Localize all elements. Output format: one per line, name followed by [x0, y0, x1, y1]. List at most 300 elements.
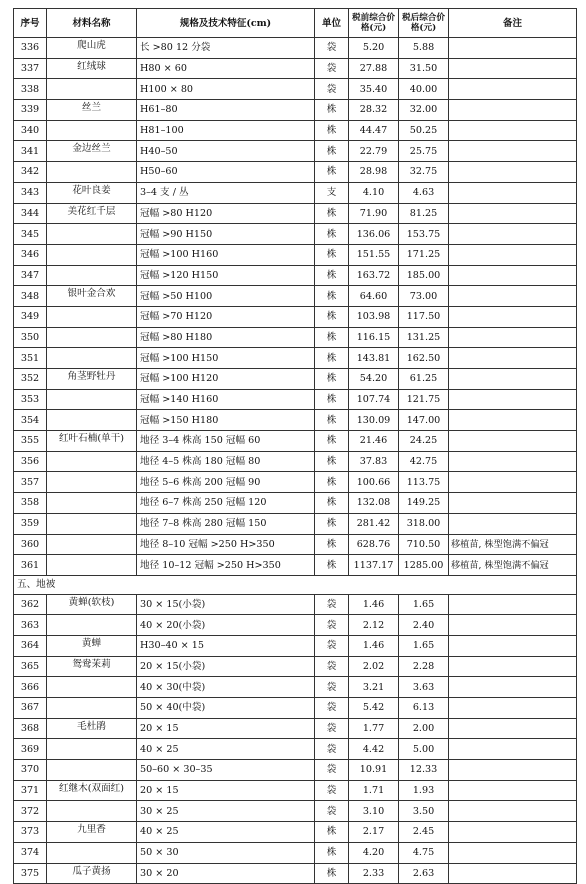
row-number-cell: 338: [14, 79, 47, 100]
post-tax-price-cell: 153.75: [399, 224, 449, 245]
post-tax-price-cell: 3.50: [399, 801, 449, 822]
table-row: [14, 739, 577, 760]
row-number-cell: 374: [14, 842, 47, 863]
table-row: [14, 38, 577, 59]
material-name-cell: 黄蝉: [47, 635, 137, 656]
unit-cell: 株: [315, 348, 349, 369]
row-number-cell: 337: [14, 58, 47, 79]
note-cell: [449, 348, 577, 369]
material-name-cell: [47, 842, 137, 863]
unit-cell: 袋: [315, 698, 349, 719]
material-name-cell: [47, 79, 137, 100]
header-note: 备注: [449, 9, 577, 38]
spec-text-cell: 40 × 20(小袋): [137, 615, 315, 636]
material-name-cell: [47, 348, 137, 369]
note-cell: 移植苗, 株型饱满不偏冠: [449, 534, 577, 555]
material-name-cell: [47, 534, 137, 555]
row-number-cell: 354: [14, 410, 47, 431]
row-number-cell: 344: [14, 203, 47, 224]
table-row: [14, 780, 577, 801]
note-cell: [449, 594, 577, 615]
note-cell: [449, 822, 577, 843]
post-tax-price-cell: 6.13: [399, 698, 449, 719]
table-row: [14, 162, 577, 183]
post-tax-price-cell: 32.75: [399, 162, 449, 183]
unit-cell: 株: [315, 265, 349, 286]
material-name-cell: [47, 677, 137, 698]
unit-cell: 袋: [315, 635, 349, 656]
spec-text-cell: 30 × 15(小袋): [137, 594, 315, 615]
pre-tax-price-cell: 21.46: [349, 431, 399, 452]
row-number-cell: 353: [14, 389, 47, 410]
spec-text-cell: 地径 6–7 株高 250 冠幅 120: [137, 493, 315, 514]
row-number-cell: 352: [14, 369, 47, 390]
table-row: [14, 224, 577, 245]
material-name-cell: [47, 162, 137, 183]
header-row: [14, 9, 577, 38]
table-row: [14, 760, 577, 781]
material-name-cell: [47, 801, 137, 822]
table-row: [14, 513, 577, 534]
pre-tax-price-cell: 3.10: [349, 801, 399, 822]
pre-tax-price-cell: 4.20: [349, 842, 399, 863]
pre-tax-price-cell: 628.76: [349, 534, 399, 555]
note-cell: [449, 162, 577, 183]
row-number-cell: 355: [14, 431, 47, 452]
pre-tax-price-cell: 281.42: [349, 513, 399, 534]
table-row: [14, 265, 577, 286]
row-number-cell: 347: [14, 265, 47, 286]
pre-tax-price-cell: 4.42: [349, 739, 399, 760]
spec-text-cell: 冠幅 >150 H180: [137, 410, 315, 431]
material-name-cell: [47, 265, 137, 286]
material-name-cell: 瓜子黄扬: [47, 863, 137, 884]
table-row: [14, 656, 577, 677]
pre-tax-price-cell: 2.12: [349, 615, 399, 636]
spec-text-cell: 冠幅 >80 H120: [137, 203, 315, 224]
table-row: [14, 182, 577, 203]
unit-cell: 袋: [315, 79, 349, 100]
table-row: [14, 141, 577, 162]
row-number-cell: 375: [14, 863, 47, 884]
note-cell: [449, 410, 577, 431]
material-name-cell: 金边丝兰: [47, 141, 137, 162]
table-row: [14, 451, 577, 472]
spec-text-cell: 冠幅 >120 H150: [137, 265, 315, 286]
table-row: [14, 615, 577, 636]
post-tax-price-cell: 31.50: [399, 58, 449, 79]
post-tax-price-cell: 162.50: [399, 348, 449, 369]
material-name-cell: [47, 698, 137, 719]
material-name-cell: [47, 451, 137, 472]
material-name-cell: [47, 513, 137, 534]
note-cell: [449, 265, 577, 286]
note-cell: [449, 120, 577, 141]
spec-text-cell: H81–100: [137, 120, 315, 141]
row-number-cell: 368: [14, 718, 47, 739]
material-name-cell: [47, 739, 137, 760]
material-name-cell: [47, 410, 137, 431]
pre-tax-price-cell: 28.32: [349, 100, 399, 121]
row-number-cell: 369: [14, 739, 47, 760]
unit-cell: 株: [315, 555, 349, 576]
material-name-cell: 丝兰: [47, 100, 137, 121]
pre-tax-price-cell: 103.98: [349, 306, 399, 327]
unit-cell: 袋: [315, 615, 349, 636]
note-cell: [449, 389, 577, 410]
note-cell: [449, 327, 577, 348]
table-row: [14, 100, 577, 121]
note-cell: [449, 38, 577, 59]
table-row: [14, 801, 577, 822]
material-name-cell: 九里香: [47, 822, 137, 843]
row-number-cell: 365: [14, 656, 47, 677]
material-name-cell: 角茎野牡丹: [47, 369, 137, 390]
pre-tax-price-cell: 132.08: [349, 493, 399, 514]
post-tax-price-cell: 24.25: [399, 431, 449, 452]
post-tax-price-cell: 3.63: [399, 677, 449, 698]
unit-cell: 株: [315, 472, 349, 493]
note-cell: [449, 203, 577, 224]
table-row: [14, 431, 577, 452]
material-name-cell: [47, 327, 137, 348]
post-tax-price-cell: 81.25: [399, 203, 449, 224]
spec-text-cell: 地径 7–8 株高 280 冠幅 150: [137, 513, 315, 534]
note-cell: [449, 224, 577, 245]
unit-cell: 袋: [315, 780, 349, 801]
section-title: 五、地被: [14, 575, 577, 594]
material-name-cell: 花叶良姜: [47, 182, 137, 203]
note-cell: [449, 615, 577, 636]
spec-text-cell: 冠幅 >140 H160: [137, 389, 315, 410]
table-row: [14, 534, 577, 555]
spec-text-cell: 40 × 25: [137, 822, 315, 843]
post-tax-price-cell: 25.75: [399, 141, 449, 162]
material-name-cell: [47, 306, 137, 327]
table-row: [14, 369, 577, 390]
post-tax-price-cell: 1.65: [399, 594, 449, 615]
unit-cell: 袋: [315, 718, 349, 739]
header-no: 序号: [14, 9, 47, 38]
note-cell: [449, 513, 577, 534]
spec-text-cell: H30–40 × 15: [137, 635, 315, 656]
table-body: [14, 38, 577, 884]
pre-tax-price-cell: 35.40: [349, 79, 399, 100]
table-row: [14, 244, 577, 265]
unit-cell: 株: [315, 410, 349, 431]
unit-cell: 袋: [315, 739, 349, 760]
row-number-cell: 343: [14, 182, 47, 203]
material-name-cell: 鸳鸯茉莉: [47, 656, 137, 677]
row-number-cell: 358: [14, 493, 47, 514]
row-number-cell: 371: [14, 780, 47, 801]
pre-tax-price-cell: 3.21: [349, 677, 399, 698]
note-cell: [449, 842, 577, 863]
material-name-cell: [47, 472, 137, 493]
spec-text-cell: 冠幅 >50 H100: [137, 286, 315, 307]
row-number-cell: 370: [14, 760, 47, 781]
unit-cell: 袋: [315, 760, 349, 781]
pre-tax-price-cell: 163.72: [349, 265, 399, 286]
unit-cell: 株: [315, 327, 349, 348]
table-row: [14, 348, 577, 369]
note-cell: [449, 635, 577, 656]
row-number-cell: 342: [14, 162, 47, 183]
pre-tax-price-cell: 54.20: [349, 369, 399, 390]
post-tax-price-cell: 185.00: [399, 265, 449, 286]
unit-cell: 株: [315, 224, 349, 245]
post-tax-price-cell: 5.88: [399, 38, 449, 59]
unit-cell: 袋: [315, 38, 349, 59]
spec-text-cell: 冠幅 >70 H120: [137, 306, 315, 327]
material-name-cell: [47, 389, 137, 410]
row-number-cell: 356: [14, 451, 47, 472]
pre-tax-price-cell: 71.90: [349, 203, 399, 224]
row-number-cell: 362: [14, 594, 47, 615]
spec-text-cell: H100 × 80: [137, 79, 315, 100]
row-number-cell: 359: [14, 513, 47, 534]
table-row: [14, 677, 577, 698]
spec-text-cell: H80 × 60: [137, 58, 315, 79]
post-tax-price-cell: 149.25: [399, 493, 449, 514]
row-number-cell: 346: [14, 244, 47, 265]
material-name-cell: [47, 615, 137, 636]
post-tax-price-cell: 1285.00: [399, 555, 449, 576]
pre-tax-price-cell: 5.42: [349, 698, 399, 719]
spec-text-cell: 地径 8–10 冠幅 >250 H>350: [137, 534, 315, 555]
spec-text-cell: H61–80: [137, 100, 315, 121]
pre-tax-price-cell: 130.09: [349, 410, 399, 431]
pre-tax-price-cell: 2.33: [349, 863, 399, 884]
material-name-cell: 红绒球: [47, 58, 137, 79]
note-cell: [449, 431, 577, 452]
spec-text-cell: 30 × 25: [137, 801, 315, 822]
post-tax-price-cell: 121.75: [399, 389, 449, 410]
pre-tax-price-cell: 1.77: [349, 718, 399, 739]
spec-text-cell: 长 >80 12 分袋: [137, 38, 315, 59]
unit-cell: 株: [315, 822, 349, 843]
material-name-cell: 美花红千层: [47, 203, 137, 224]
post-tax-price-cell: 2.63: [399, 863, 449, 884]
unit-cell: 株: [315, 306, 349, 327]
note-cell: [449, 244, 577, 265]
note-cell: [449, 141, 577, 162]
note-cell: [449, 718, 577, 739]
spec-text-cell: 3–4 支 / 丛: [137, 182, 315, 203]
note-cell: [449, 369, 577, 390]
header-name: 材料名称: [47, 9, 137, 38]
note-cell: [449, 739, 577, 760]
pre-tax-price-cell: 1.46: [349, 594, 399, 615]
table-row: [14, 842, 577, 863]
note-cell: [449, 58, 577, 79]
pre-tax-price-cell: 100.66: [349, 472, 399, 493]
post-tax-price-cell: 40.00: [399, 79, 449, 100]
material-name-cell: [47, 555, 137, 576]
table-header: [14, 9, 577, 38]
post-tax-price-cell: 61.25: [399, 369, 449, 390]
spec-text-cell: 冠幅 >100 H160: [137, 244, 315, 265]
row-number-cell: 366: [14, 677, 47, 698]
header-unit: 单位: [315, 9, 349, 38]
post-tax-price-cell: 2.40: [399, 615, 449, 636]
unit-cell: 支: [315, 182, 349, 203]
post-tax-price-cell: 73.00: [399, 286, 449, 307]
note-cell: [449, 472, 577, 493]
material-name-cell: [47, 244, 137, 265]
pre-tax-price-cell: 5.20: [349, 38, 399, 59]
row-number-cell: 361: [14, 555, 47, 576]
table-row: [14, 79, 577, 100]
table-row: [14, 203, 577, 224]
post-tax-price-cell: 2.00: [399, 718, 449, 739]
pre-tax-price-cell: 4.10: [349, 182, 399, 203]
unit-cell: 株: [315, 389, 349, 410]
unit-cell: 株: [315, 141, 349, 162]
material-name-cell: 红继木(双面红): [47, 780, 137, 801]
pre-tax-price-cell: 22.79: [349, 141, 399, 162]
table-row: [14, 327, 577, 348]
post-tax-price-cell: 2.28: [399, 656, 449, 677]
table-row: [14, 472, 577, 493]
spec-text-cell: 20 × 15: [137, 718, 315, 739]
spec-text-cell: 冠幅 >80 H180: [137, 327, 315, 348]
spec-text-cell: 20 × 15(小袋): [137, 656, 315, 677]
table-row: [14, 120, 577, 141]
row-number-cell: 349: [14, 306, 47, 327]
material-name-cell: 爬山虎: [47, 38, 137, 59]
post-tax-price-cell: 171.25: [399, 244, 449, 265]
post-tax-price-cell: 117.50: [399, 306, 449, 327]
pre-tax-price-cell: 151.55: [349, 244, 399, 265]
row-number-cell: 336: [14, 38, 47, 59]
unit-cell: 株: [315, 493, 349, 514]
unit-cell: 株: [315, 513, 349, 534]
unit-cell: 株: [315, 863, 349, 884]
unit-cell: 株: [315, 203, 349, 224]
unit-cell: 株: [315, 842, 349, 863]
row-number-cell: 363: [14, 615, 47, 636]
pre-tax-price-cell: 1137.17: [349, 555, 399, 576]
table-row: [14, 389, 577, 410]
row-number-cell: 351: [14, 348, 47, 369]
unit-cell: 袋: [315, 677, 349, 698]
post-tax-price-cell: 2.45: [399, 822, 449, 843]
material-name-cell: 红叶石楠(单干): [47, 431, 137, 452]
row-number-cell: 350: [14, 327, 47, 348]
material-name-cell: [47, 760, 137, 781]
note-cell: [449, 780, 577, 801]
note-cell: [449, 79, 577, 100]
spec-text-cell: 地径 5–6 株高 200 冠幅 90: [137, 472, 315, 493]
price-table: [13, 8, 577, 884]
post-tax-price-cell: 318.00: [399, 513, 449, 534]
material-name-cell: 黄蝉(软枝): [47, 594, 137, 615]
note-cell: [449, 677, 577, 698]
table-row: [14, 493, 577, 514]
row-number-cell: 348: [14, 286, 47, 307]
spec-text-cell: 20 × 15: [137, 780, 315, 801]
pre-tax-price-cell: 28.98: [349, 162, 399, 183]
pre-tax-price-cell: 27.88: [349, 58, 399, 79]
spec-text-cell: 冠幅 >100 H120: [137, 369, 315, 390]
pre-tax-price-cell: 1.71: [349, 780, 399, 801]
post-tax-price-cell: 710.50: [399, 534, 449, 555]
pre-tax-price-cell: 37.83: [349, 451, 399, 472]
note-cell: [449, 656, 577, 677]
unit-cell: 株: [315, 162, 349, 183]
table-row: [14, 555, 577, 576]
header-pre-tax-price: 税前综合价格(元): [349, 9, 399, 38]
note-cell: [449, 801, 577, 822]
spec-text-cell: 冠幅 >100 H150: [137, 348, 315, 369]
spec-text-cell: H40–50: [137, 141, 315, 162]
row-number-cell: 367: [14, 698, 47, 719]
pre-tax-price-cell: 136.06: [349, 224, 399, 245]
pre-tax-price-cell: 2.17: [349, 822, 399, 843]
spec-text-cell: H50–60: [137, 162, 315, 183]
post-tax-price-cell: 5.00: [399, 739, 449, 760]
spec-text-cell: 冠幅 >90 H150: [137, 224, 315, 245]
note-cell: [449, 451, 577, 472]
post-tax-price-cell: 113.75: [399, 472, 449, 493]
pre-tax-price-cell: 143.81: [349, 348, 399, 369]
post-tax-price-cell: 1.93: [399, 780, 449, 801]
post-tax-price-cell: 4.75: [399, 842, 449, 863]
table-row: [14, 698, 577, 719]
spec-text-cell: 50–60 × 30–35: [137, 760, 315, 781]
spec-text-cell: 30 × 20: [137, 863, 315, 884]
unit-cell: 株: [315, 100, 349, 121]
row-number-cell: 339: [14, 100, 47, 121]
unit-cell: 株: [315, 286, 349, 307]
row-number-cell: 345: [14, 224, 47, 245]
post-tax-price-cell: 131.25: [399, 327, 449, 348]
pre-tax-price-cell: 44.47: [349, 120, 399, 141]
spec-text-cell: 40 × 30(中袋): [137, 677, 315, 698]
table-row: [14, 822, 577, 843]
unit-cell: 袋: [315, 656, 349, 677]
note-cell: [449, 493, 577, 514]
spec-text-cell: 40 × 25: [137, 739, 315, 760]
note-cell: [449, 698, 577, 719]
row-number-cell: 360: [14, 534, 47, 555]
spec-text-cell: 地径 10–12 冠幅 >250 H>350: [137, 555, 315, 576]
pre-tax-price-cell: 2.02: [349, 656, 399, 677]
header-spec: 规格及技术特征(cm): [137, 9, 315, 38]
note-cell: 移植苗, 株型饱满不偏冠: [449, 555, 577, 576]
unit-cell: 株: [315, 244, 349, 265]
material-name-cell: [47, 224, 137, 245]
unit-cell: 袋: [315, 801, 349, 822]
spec-text-cell: 地径 3–4 株高 150 冠幅 60: [137, 431, 315, 452]
note-cell: [449, 100, 577, 121]
pre-tax-price-cell: 1.46: [349, 635, 399, 656]
pre-tax-price-cell: 116.15: [349, 327, 399, 348]
spec-text-cell: 50 × 40(中袋): [137, 698, 315, 719]
note-cell: [449, 286, 577, 307]
material-name-cell: [47, 120, 137, 141]
row-number-cell: 364: [14, 635, 47, 656]
table-row: [14, 635, 577, 656]
material-name-cell: 毛杜鹃: [47, 718, 137, 739]
spec-text-cell: 50 × 30: [137, 842, 315, 863]
material-name-cell: [47, 493, 137, 514]
post-tax-price-cell: 32.00: [399, 100, 449, 121]
post-tax-price-cell: 50.25: [399, 120, 449, 141]
note-cell: [449, 306, 577, 327]
row-number-cell: 372: [14, 801, 47, 822]
